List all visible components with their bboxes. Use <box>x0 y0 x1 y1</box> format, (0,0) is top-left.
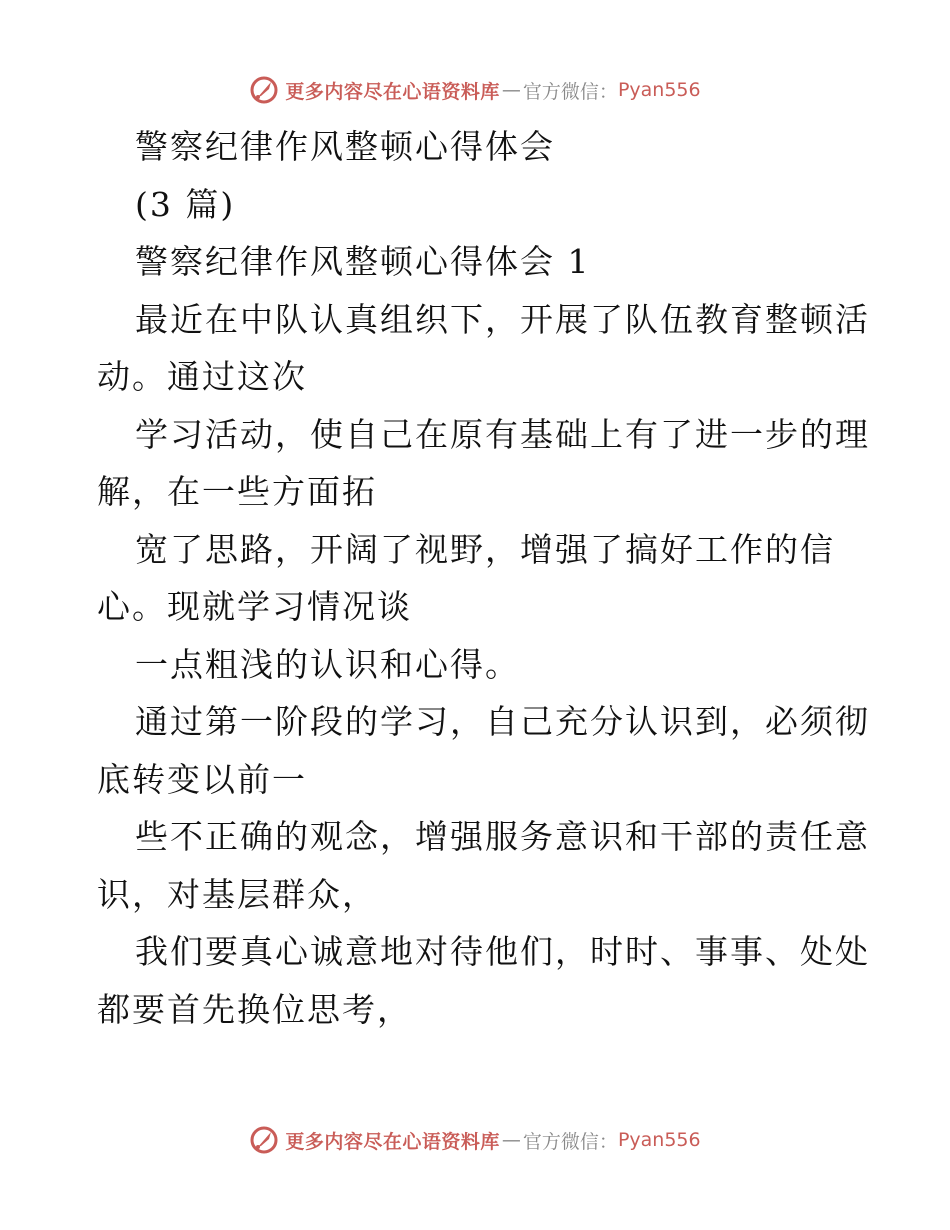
document-title: 警察纪律作风整顿心得体会 <box>135 127 555 166</box>
text-line: 通过第一阶段的学习，自己充分认识到，必须彻 <box>135 702 870 741</box>
text-line: 些不正确的观念，增强服务意识和干部的责任意 <box>135 817 870 856</box>
text-line: 最近在中队认真组织下，开展了队伍教育整顿活 <box>135 299 870 339</box>
banner-separator: — <box>501 1129 521 1151</box>
text-line: 动。通过这次 <box>97 357 307 396</box>
banner-wechat-id: Pyan556 <box>617 79 701 101</box>
text-line: 警察纪律作风整顿心得体会 1 <box>135 242 591 281</box>
text-line: 宽了思路，开阔了视野，增强了搞好工作的信 <box>135 529 835 569</box>
banner-site-text: 更多内容尽在心语资料库 <box>285 80 500 103</box>
text-line: 心。现就学习情况谈 <box>97 587 412 626</box>
footer-banner <box>0 1120 950 1160</box>
text-line: 学习活动，使自己在原有基础上有了进一步的理 <box>135 414 870 454</box>
banner-wechat-id: Pyan556 <box>617 1129 701 1151</box>
document-count-note: (3 篇) <box>135 184 236 224</box>
banner-separator: — <box>501 79 521 101</box>
header-banner <box>0 70 950 110</box>
text-line: 底转变以前一 <box>97 759 307 799</box>
text-line: 都要首先换位思考， <box>97 989 412 1029</box>
document-body <box>97 118 870 1038</box>
banner-wechat-label: 官方微信： <box>522 1130 618 1153</box>
banner-wechat-label: 官方微信： <box>522 80 618 103</box>
text-line: 解，在一些方面拓 <box>97 472 377 511</box>
quill-logo-icon <box>249 1125 279 1155</box>
text-line: 我们要真心诚意地对待他们，时时、事事、处处 <box>135 932 870 971</box>
banner-site-text: 更多内容尽在心语资料库 <box>285 1130 500 1153</box>
text-line: 一点粗浅的认识和心得。 <box>135 644 520 684</box>
text-line: 识，对基层群众， <box>97 874 377 914</box>
quill-logo-icon <box>249 75 279 105</box>
